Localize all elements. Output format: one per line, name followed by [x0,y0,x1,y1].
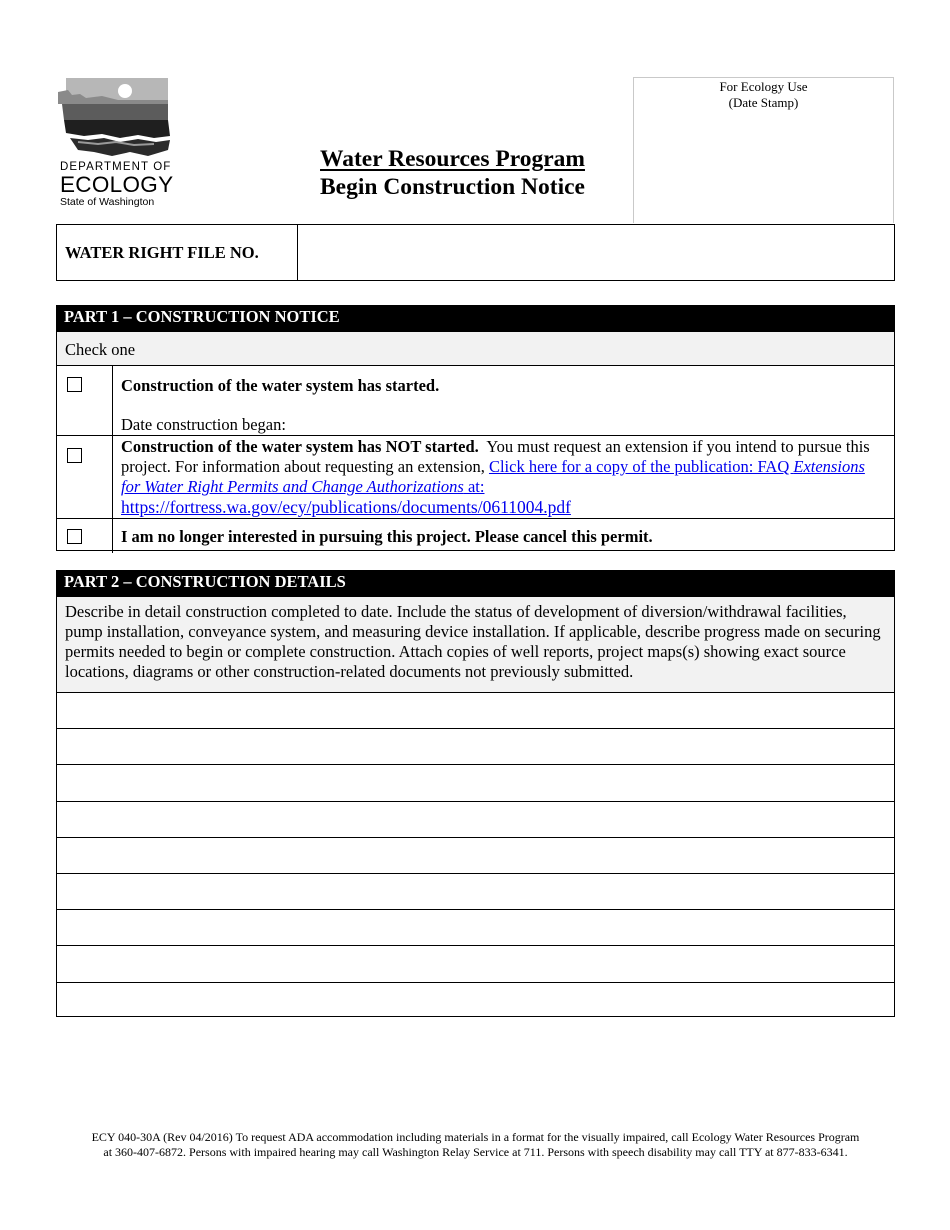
stamp-sublabel: (Date Stamp) [728,95,799,110]
stamp-label: For Ecology Use [719,79,808,94]
started-checkbox[interactable] [67,377,82,392]
part1-header: PART 1 – CONSTRUCTION NOTICE [56,305,895,332]
date-stamp-box [633,77,894,223]
details-line[interactable] [57,802,894,838]
file-number-row [56,224,895,281]
details-line[interactable] [57,729,894,765]
file-number-field[interactable] [298,225,894,280]
footer-line-1: ECY 040-30A (Rev 04/2016) To request ADA accommodation including materials in a format for the visually impaired, call Ecology Water Resources Program [91,1130,860,1144]
details-line[interactable] [57,874,894,910]
option-started-row [57,366,894,436]
cancel-checkbox[interactable] [67,529,82,544]
ecology-logo [58,78,173,214]
form-title [300,145,605,201]
publication-url-link[interactable]: https://fortress.wa.gov/ecy/publications/documents/0611004.pdf [121,497,571,517]
logo-department-text: DEPARTMENT OF [60,161,172,173]
option-cancel-text: I am no longer interested in pursuing this project. Please cancel this permit. [121,527,653,546]
option-not-started-bold: Construction of the water system has NOT started. [121,437,479,456]
details-line[interactable] [57,946,894,982]
program-title: Water Resources Program [320,146,585,172]
option-not-started-row [57,436,894,519]
ecology-logo-graphic [58,78,173,160]
date-began-field[interactable] [121,415,886,435]
details-line[interactable] [57,983,894,1019]
faq-publication-link[interactable]: Click here for a copy of the publication: FAQ Extensions for Water Right Permits and Change Authorizations at: [121,457,865,496]
check-one-label: Check one [57,332,894,366]
option-not-started-text: You must request an extension if you intend to pursue this project. For information about requesting an extension, [121,437,870,476]
logo-state-text: State of Washington [60,196,155,208]
footer-line-2: at 360-407-6872. Persons with impaired hearing may call Washington Relay Service at 711. Persons with speech disability may call TTY at 877-833-6341. [103,1144,848,1159]
details-line[interactable] [57,693,894,729]
not-started-checkbox[interactable] [67,448,82,463]
details-line[interactable] [57,765,894,801]
details-line[interactable] [57,838,894,874]
notice-title: Begin Construction Notice [319,174,585,200]
option-started-text: Construction of the water system has started. [121,376,440,395]
part2-description: Describe in detail construction completed to date. Include the status of development of diversion/withdrawal facilities, pump installation, conveyance system, and measuring device installation. If applicable, describe progress made on securing permits needed to begin or complete construction. Attach copies of well reports, project maps(s) showing exact source locations, diagrams or other construction-related documents not previously submitted. [57,597,894,693]
part2-header: PART 2 – CONSTRUCTION DETAILS [56,570,895,597]
date-began-label: Date construction began: [121,415,286,434]
file-number-label: WATER RIGHT FILE NO. [57,225,298,280]
details-line[interactable] [57,910,894,946]
part2-box [56,596,895,1017]
logo-ecology-text: ECOLOGY [60,172,174,197]
footer [56,1130,895,1159]
part1-box [56,331,895,551]
option-cancel-row [57,519,894,553]
